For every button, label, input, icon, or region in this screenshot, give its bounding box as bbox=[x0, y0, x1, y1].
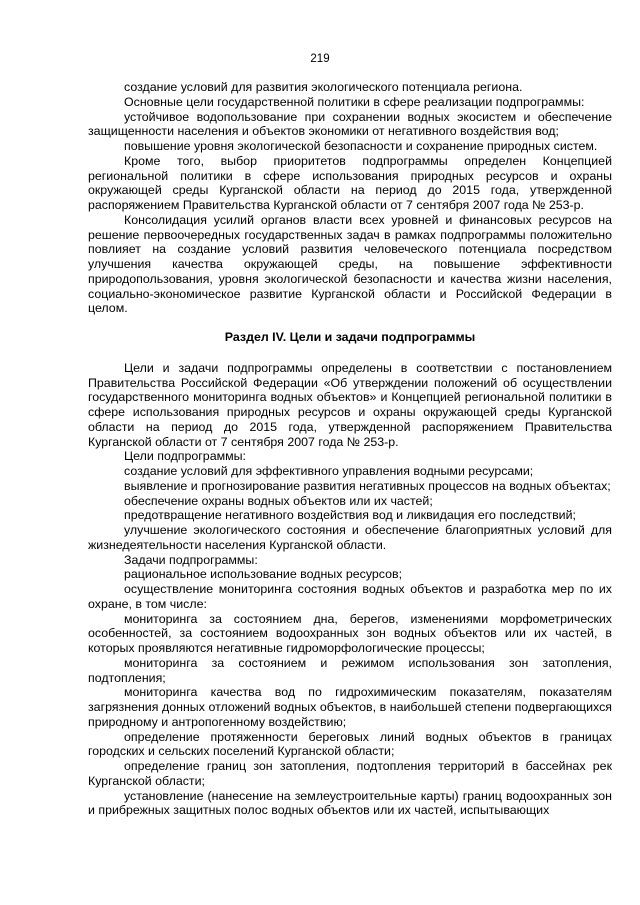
paragraph: Задачи подпрограммы: bbox=[124, 552, 258, 567]
paragraph: Основные цели государственной политики в сфере реализации подпрограммы: bbox=[124, 94, 585, 109]
paragraph: Цели и задачи подпрограммы определены в соответствии с постановлением Правительства Российской Федерации «Об утверждении положений об осуществлении государственного мониторинга водных объектов» и Концепцией региональной политики в сфере использования природных ресурсов и охраны окружающей среды Курганской области на период до 2015 года, утвержденной распоряжением Правительства Курганской области от 7 сентября 2007 года № 253-р. bbox=[88, 360, 612, 449]
paragraph: определение протяженности береговых линий водных объектов в границах городских и сельских поселений Курганской области; bbox=[88, 729, 612, 759]
page-number: 219 bbox=[310, 53, 330, 65]
paragraph: выявление и прогнозирование развития негативных процессов на водных объектах; bbox=[124, 478, 611, 493]
paragraph: устойчивое водопользование при сохранении водных экосистем и обеспечение защищенности населения и объектов экономики от негативного воздействия вод; bbox=[88, 109, 612, 139]
paragraph: улучшение экологического состояния и обеспечение благоприятных условий для жизнедеятельности населения Курганской области. bbox=[88, 523, 612, 552]
section-heading: Раздел IV. Цели и задачи подпрограммы bbox=[224, 330, 476, 344]
paragraph: создание условий для развития экологического потенциала региона. bbox=[124, 80, 523, 94]
paragraph: повышение уровня экологической безопасности и сохранение природных систем. bbox=[124, 139, 598, 153]
document-body bbox=[88, 80, 612, 818]
paragraph: Кроме того, выбор приоритетов подпрограммы определен Концепцией региональной политики в сфере использования природных ресурсов и охраны окружающей среды Курганской области на период до 2015 года, утвержденной распоряжением Правительства Курганской области от 7 сентября 2007 года № 253-р. bbox=[88, 153, 612, 212]
paragraph: мониторинга качества вод по гидрохимическим показателям, показателям загрязнения донных отложений водных объектов, в наибольшей степени подвергающихся природному и антропогенному воздействию; bbox=[88, 685, 612, 729]
paragraph: определение границ зон затопления, подтопления территорий в бассейнах рек Курганской области; bbox=[88, 759, 612, 788]
paragraph: установление (нанесение на землеустроительные карты) границ водоохранных зон и прибрежных защитных полос водных объектов или их частей, испытывающих bbox=[88, 788, 612, 818]
paragraph: мониторинга за состоянием дна, берегов, изменениями морфометрических особенностей, за состоянием водоохранных зон водных объектов или их частей, в которых проявляются негативные гидроморфологические процессы; bbox=[88, 611, 612, 655]
paragraph: Цели подпрограммы: bbox=[124, 449, 246, 464]
paragraph: Консолидация усилий органов власти всех уровней и финансовых ресурсов на решение первоочередных государственных задач в рамках подпрограммы положительно повлияет на создание условий развития человеческого потенциала посредством улучшения качества окружающей среды, на повышение эффективности природопользования, уровня экологической безопасности и качества жизни населения, социально-экономическое развитие Курганской области и Российской Федерации в целом. bbox=[88, 212, 612, 316]
paragraph: предотвращение негативного воздействия вод и ликвидация его последствий; bbox=[124, 508, 576, 523]
paragraph: создание условий для эффективного управления водными ресурсами; bbox=[124, 464, 534, 478]
paragraph: мониторинга за состоянием и режимом использования зон затопления, подтопления; bbox=[88, 655, 612, 685]
paragraph: осуществление мониторинга состояния водных объектов и разработка мер по их охране, в том числе: bbox=[88, 582, 612, 611]
paragraph: обеспечение охраны водных объектов или их частей; bbox=[124, 493, 433, 508]
paragraph: рациональное использование водных ресурсов; bbox=[124, 567, 403, 582]
